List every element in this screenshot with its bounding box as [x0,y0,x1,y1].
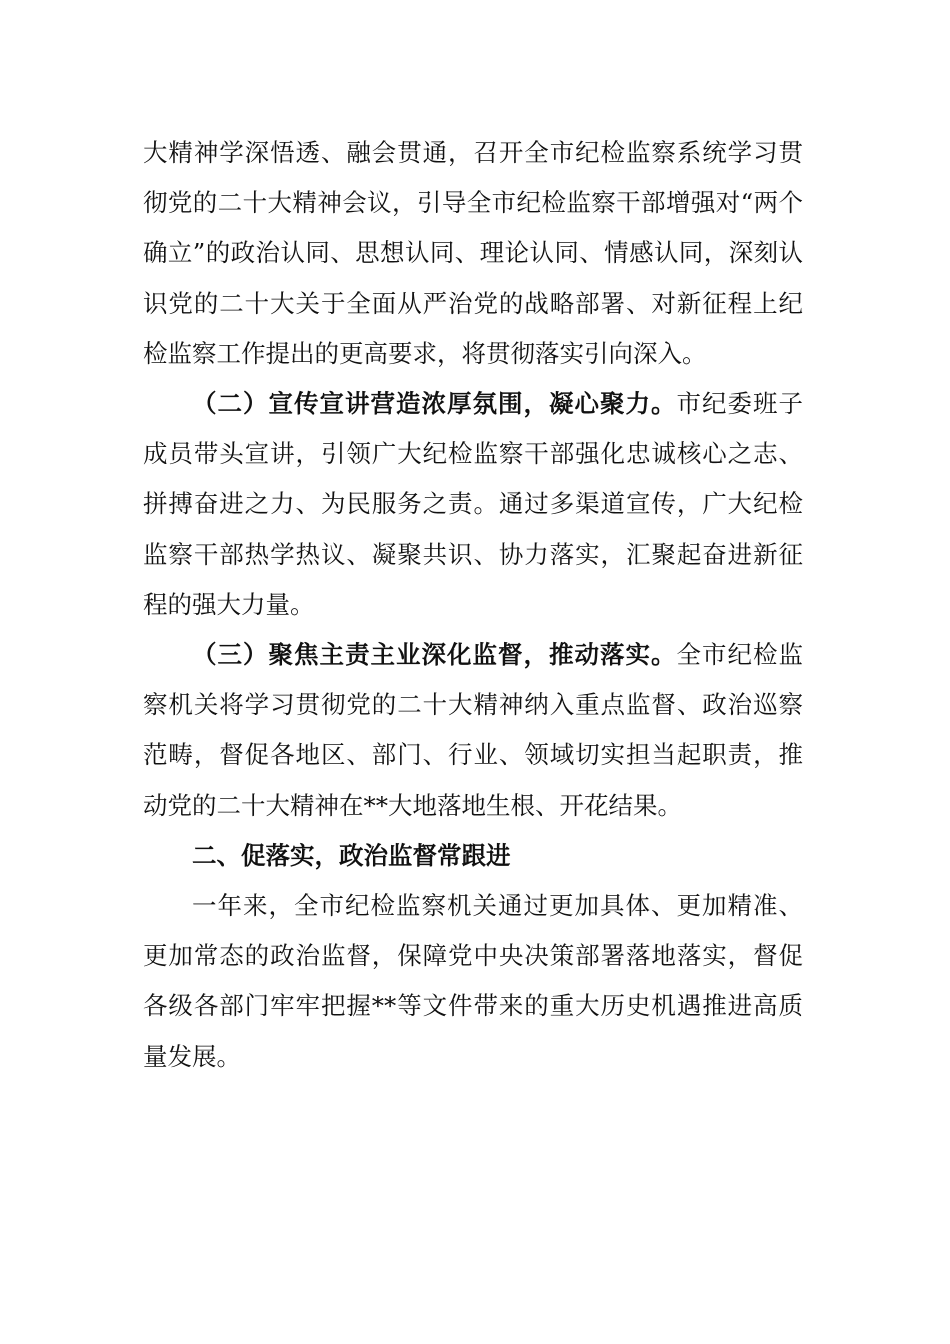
paragraph-section-2 [143,379,803,630]
section-2-body: 市纪委班子成员带头宣讲，引领广大纪检监察干部强化忠诚核心之志、拼搏奋进之力、为民服务之责。通过多渠道宣传，广大纪检监察干部热学热议、凝聚共识、协力落实，汇聚起奋进新征程的强大力量。 [143,389,803,619]
paragraph-final: 一年来，全市纪检监察机关通过更加具体、更加精准、更加常态的政治监督，保障党中央决策部署落地落实，督促各级各部门牢牢把握**等文件带来的重大历史机遇推进高质量发展。 [143,891,803,1071]
document-page [143,128,803,1082]
heading-section-two: 二、促落实，政治监督常跟进 [192,840,511,870]
section-3-body: 全市纪检监察机关将学习贯彻党的二十大精神纳入重点监督、政治巡察范畴，督促各地区、部门、行业、领域切实担当起职责，推动党的二十大精神在**大地落地生根、开花结果。 [143,640,803,820]
section-2-lead: （二）宣传宣讲营造浓厚氛围，凝心聚力。 [192,389,677,419]
section-3-lead: （三）聚焦主责主业深化监督，推动落实。 [192,640,677,670]
paragraph-continuation: 大精神学深悟透、融会贯通，召开全市纪检监察系统学习贯彻党的二十大精神会议，引导全市纪检监察干部增强对“两个确立”的政治认同、思想认同、理论认同、情感认同，深刻认识党的二十大关于全面从严治党的战略部署、对新征程上纪检监察工作提出的更高要求，将贯彻落实引向深入。 [143,138,803,368]
paragraph-section-3 [143,630,803,831]
